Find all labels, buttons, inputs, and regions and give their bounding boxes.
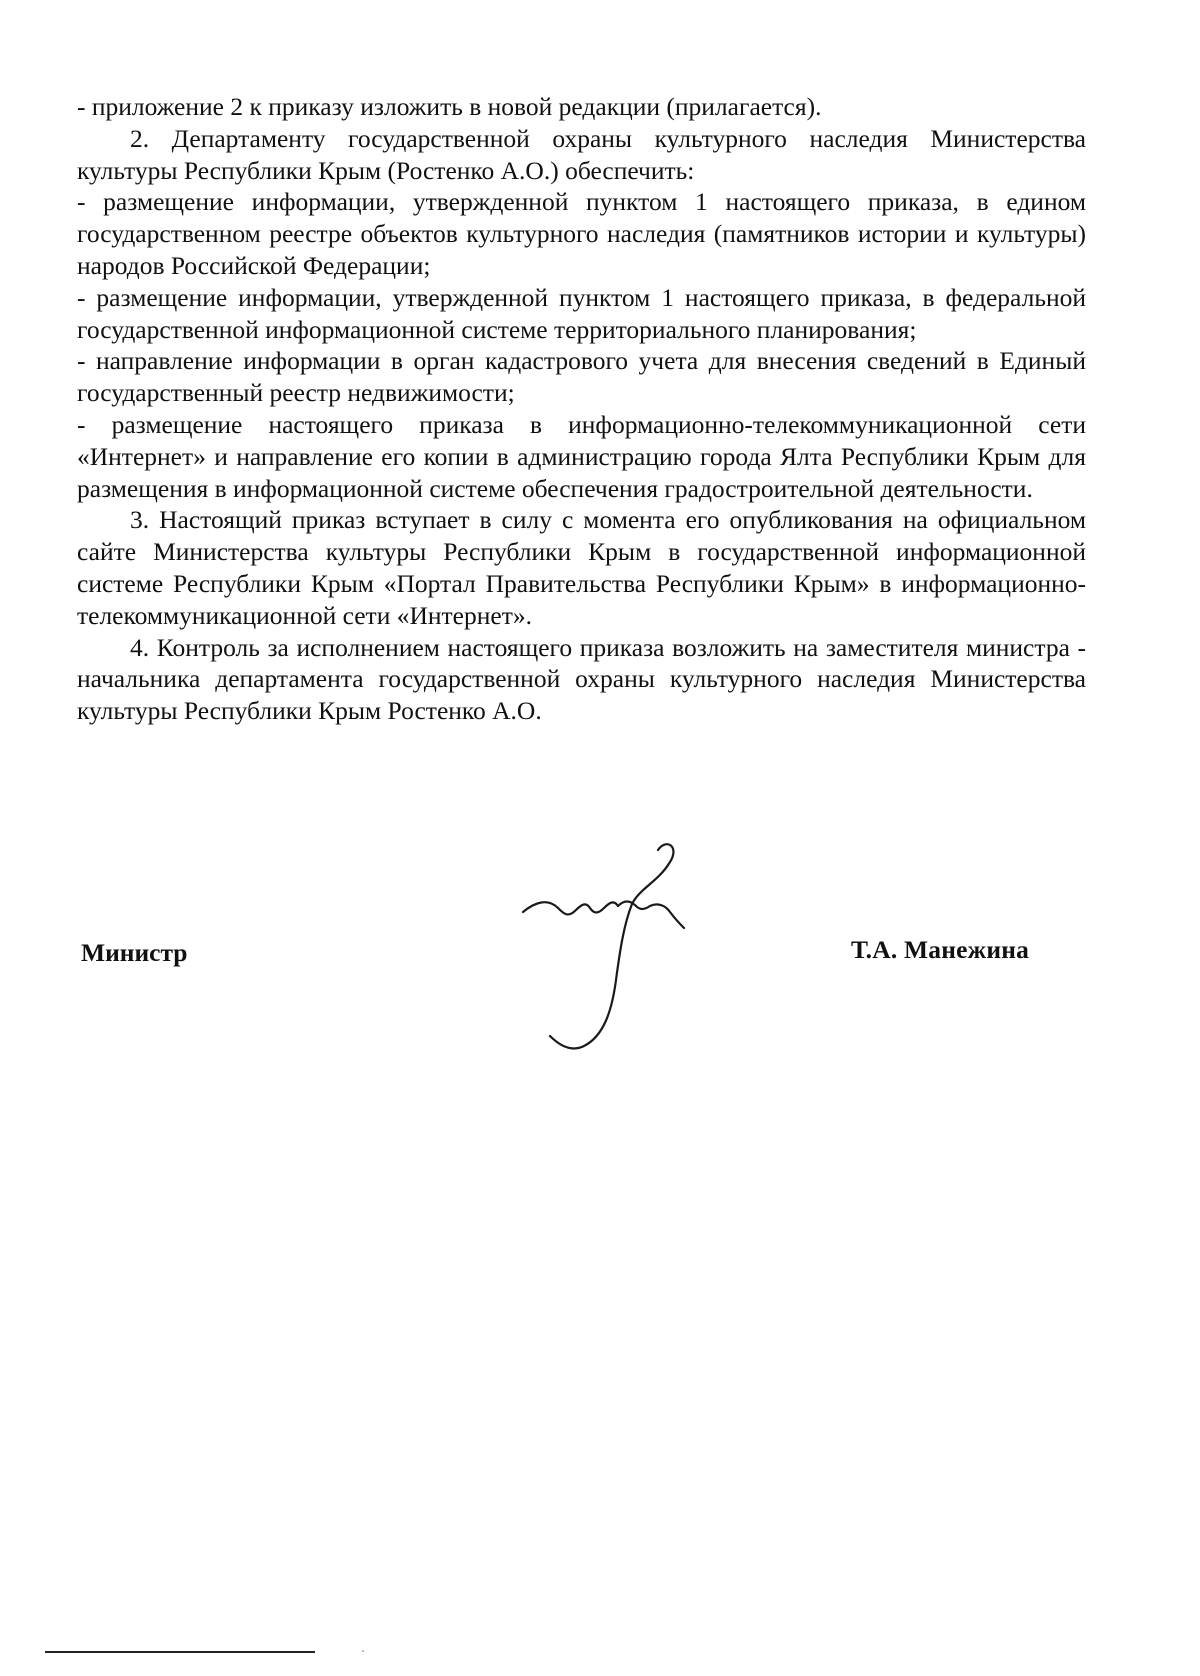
paragraph-item-4: 4. Контроль за исполнением настоящего приказа возложить на заместителя министра - начальника департамента государственной охраны культурного наследия Министерства культуры Республики Крым Ростенко А.О. <box>77 632 1086 726</box>
handwritten-signature <box>520 840 720 1060</box>
document-body <box>77 91 1086 727</box>
paragraph-internet-placement: - размещение настоящего приказа в информационно-телекоммуникационной сети «Интернет» и направление его копии в администрацию города Ялта Республики Крым для размещения в информационной системе обеспечения градостроительной деятельности. <box>77 409 1086 503</box>
signatory-name: Т.А. Манежина <box>851 935 1030 964</box>
paragraph-cadastre: - направление информации в орган кадастрового учета для внесения сведений в Единый государственный реестр недвижимости; <box>77 346 1086 408</box>
footnote-separator-line <box>45 1651 315 1653</box>
paragraph-fgis-placement: - размещение информации, утвержденной пунктом 1 настоящего приказа, в федеральной государственной информационной системе территориального планирования; <box>77 282 1086 344</box>
signatory-title: Министр <box>81 938 188 967</box>
paragraph-registry-placement: - размещение информации, утвержденной пунктом 1 настоящего приказа, в едином государственном реестре объектов культурного наследия (памятников истории и культуры) народов Российской Федерации; <box>77 187 1086 280</box>
scan-speck <box>362 1650 364 1652</box>
paragraph-item-3: 3. Настоящий приказ вступает в силу с момента его опубликования на официальном сайте Министерства культуры Республики Крым в государственной информационной системе Республики Крым «Портал Правительства Республики Крым» в информационно-телекоммуникационной сети «Интернет». <box>77 505 1086 630</box>
paragraph-appendix-2: - приложение 2 к приказу изложить в новой редакции (прилагается). <box>77 92 822 121</box>
paragraph-item-2: 2. Департаменту государственной охраны культурного наследия Министерства культуры Республики Крым (Ростенко А.О.) обеспечить: <box>77 123 1086 185</box>
